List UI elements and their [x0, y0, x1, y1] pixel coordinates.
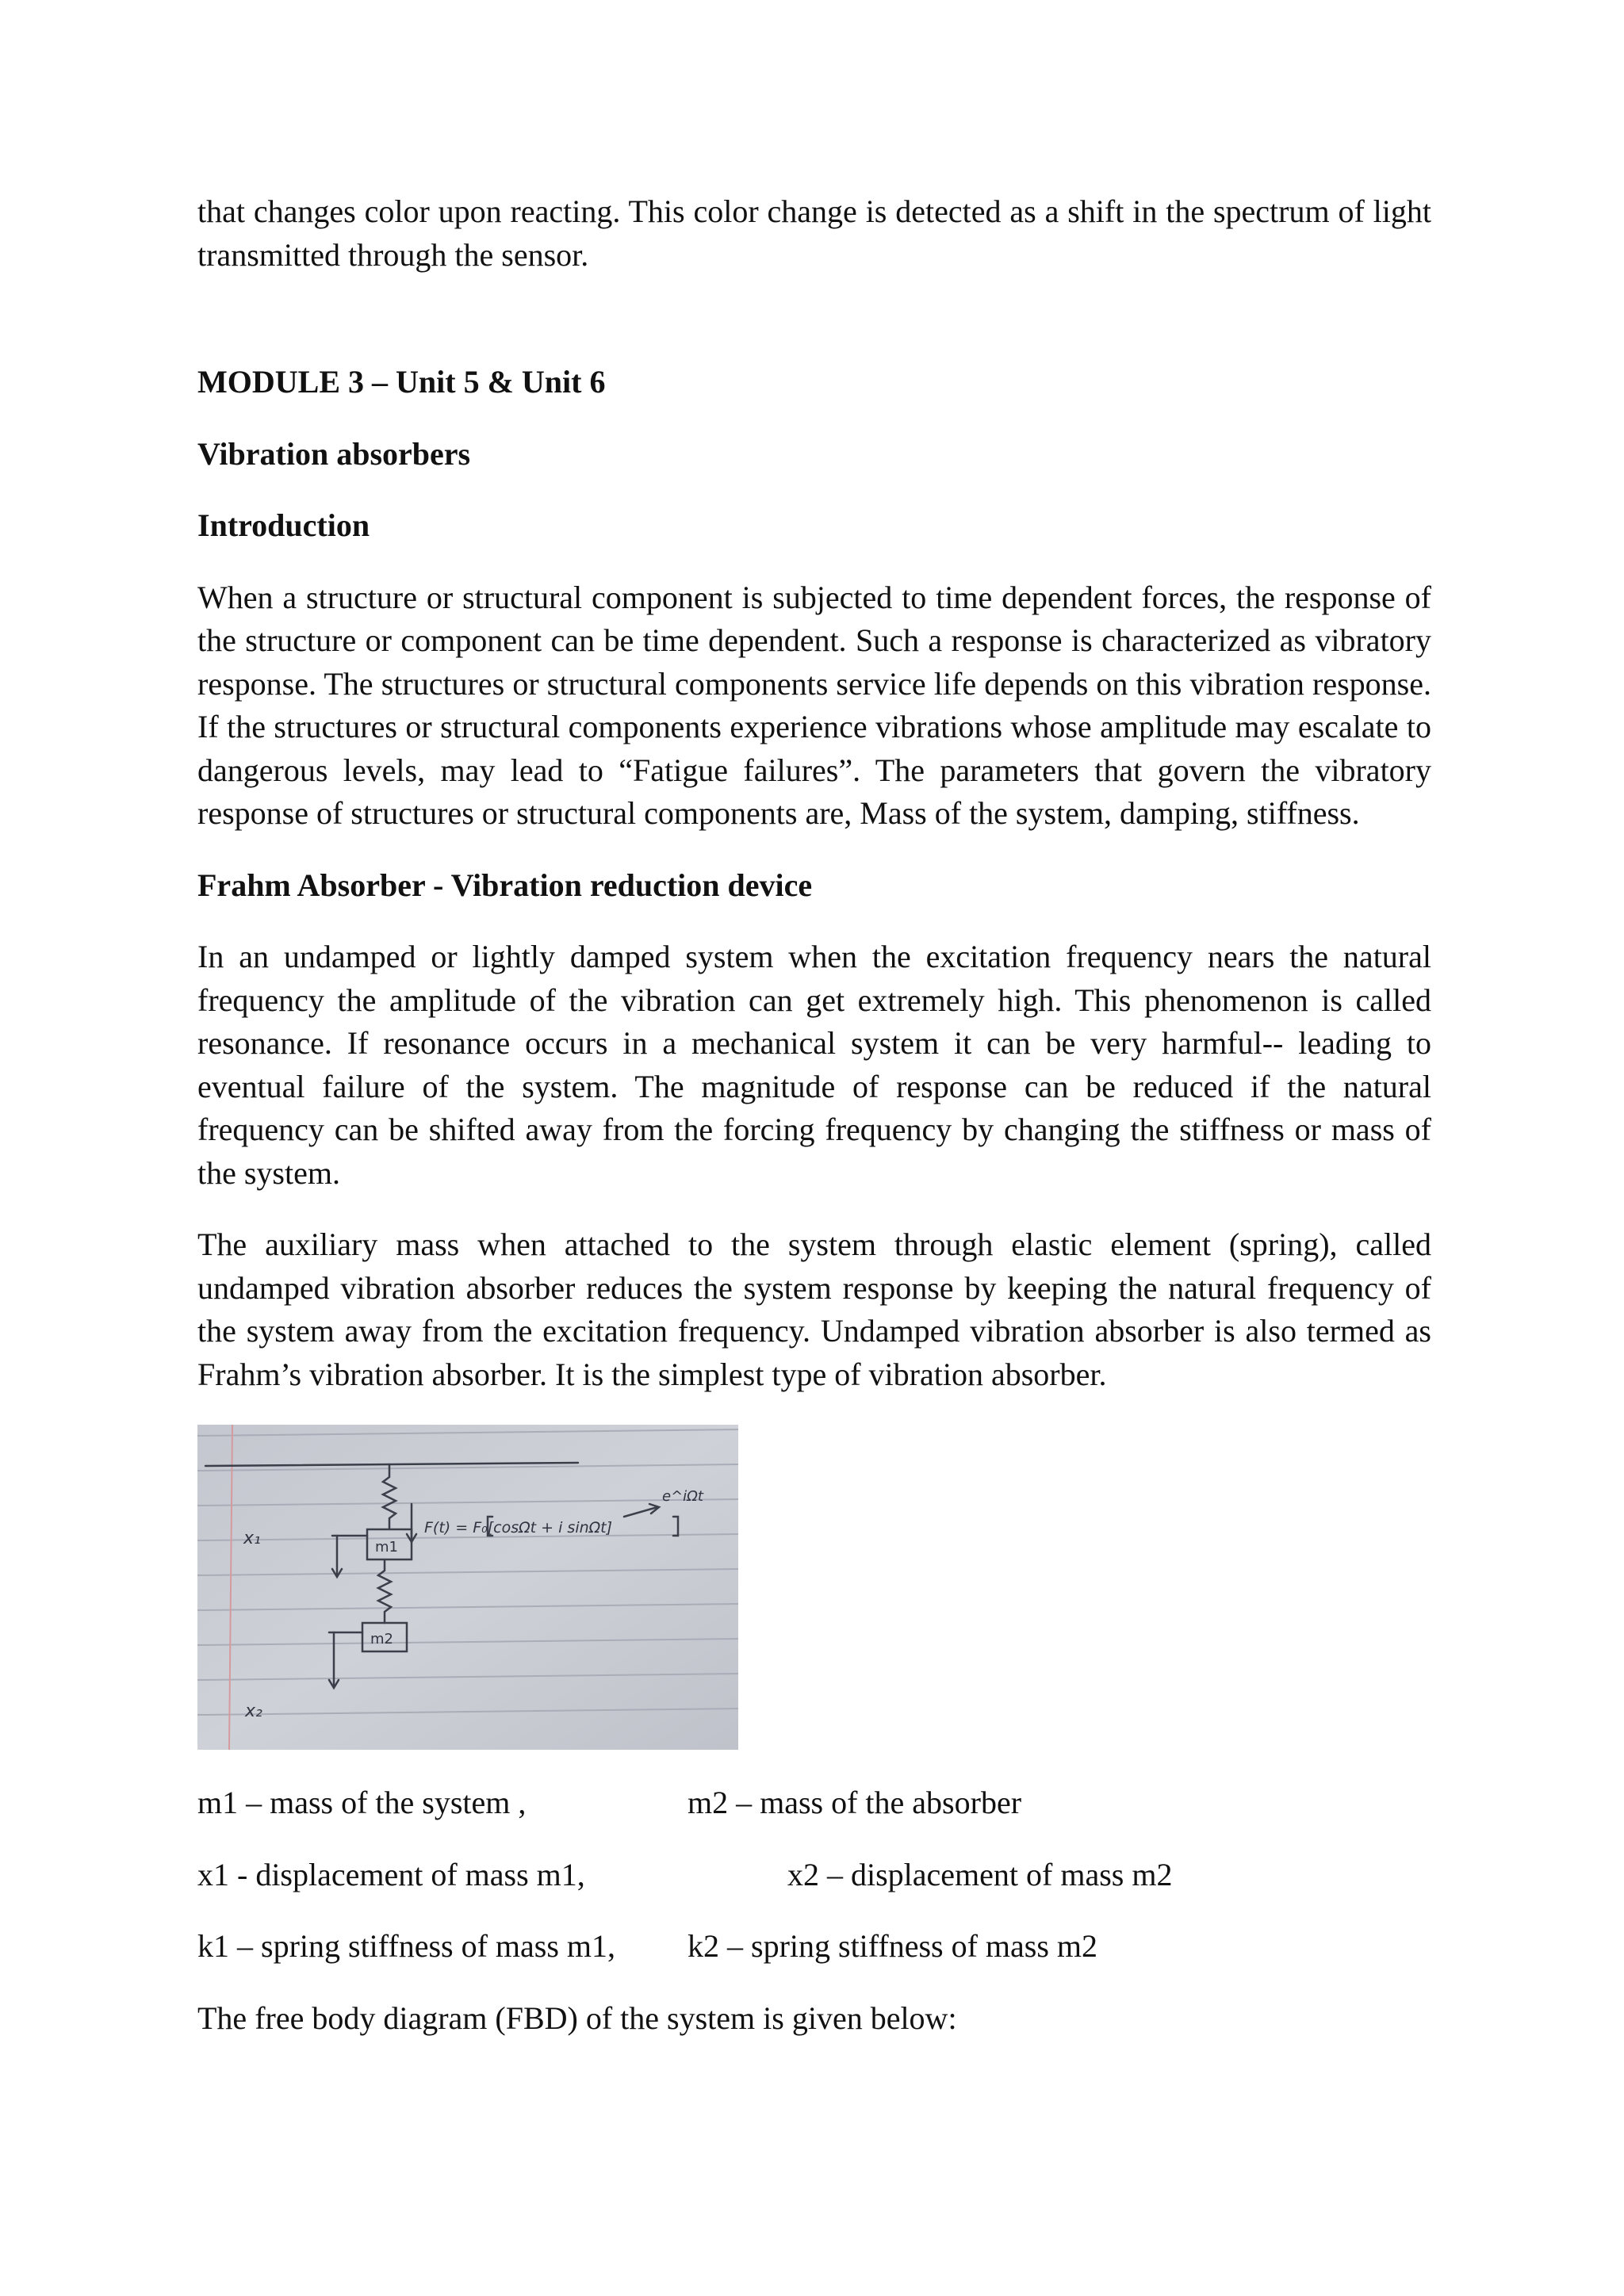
frahm-paragraph-1: In an undamped or lightly damped system when the excitation frequency nears the natural frequency the amplitude of the vibration can get extremely high. This phenomenon is called resonance. If resonance occurs in a mechanical system it can be very harmful-- leading to eventual failure of the system. The magnitude of response can be reduced if the natural frequency can be shifted away from the forcing frequency by changing the stiffness or mass of the system.	[197, 939, 1431, 1191]
definition-row-displacement	[197, 1854, 1431, 1897]
definition-row-mass	[197, 1781, 1431, 1825]
absorber-sketch	[197, 1425, 738, 1750]
notebook-paper	[197, 1425, 738, 1750]
mass-m2-label: m2	[370, 1631, 393, 1647]
definition-k2: k2 – spring stiffness of mass m2	[688, 1928, 1098, 1964]
frahm-absorber-heading: Frahm Absorber - Vibration reduction device	[197, 867, 813, 903]
introduction-paragraph: When a structure or structural component is subjected to time dependent forces, the response of the structure or component can be time dependent. Such a response is characterized as vibratory response. The structures or structural components service life depends on this vibration response. If the structures or structural components experience vibrations whose amplitude may escalate to dangerous levels, may lead to “Fatigue failures”. The parameters that govern the vibratory response of structures or structural components are, Mass of the system, damping, stiffness.	[197, 579, 1431, 831]
frahm-paragraph-2: The auxiliary mass when attached to the system through elastic element (spring), called undamped vibration absorber reduces the system response by keeping the natural frequency of the system away from the excitation frequency. Undamped vibration absorber is also termed as Frahm’s vibration absorber. It is the simplest type of vibration absorber.	[197, 1226, 1431, 1392]
page-content	[197, 190, 1431, 2040]
definition-x2: x2 – displacement of mass m2	[787, 1856, 1173, 1892]
module-heading: MODULE 3 – Unit 5 & Unit 6	[197, 364, 606, 400]
absorber-sketch-photo	[197, 1425, 738, 1750]
definition-x1: x1 - displacement of mass m1,	[197, 1856, 585, 1892]
force-expression: F(t) = F₀[cosΩt + i sinΩt]	[424, 1519, 613, 1536]
definition-row-stiffness	[197, 1925, 1431, 1969]
mass-m1-label: m1	[375, 1539, 398, 1556]
definition-m2: m2 – mass of the absorber	[688, 1785, 1022, 1820]
definition-k1: k1 – spring stiffness of mass m1,	[197, 1928, 616, 1964]
x2-label: x₂	[245, 1701, 262, 1721]
fbd-intro-sentence: The free body diagram (FBD) of the system is given below:	[197, 1999, 957, 2036]
intro-continuation-paragraph: that changes color upon reacting. This color change is detected as a shift in the spectrum of light transmitted through the sensor.	[197, 193, 1431, 273]
section-title: Vibration absorbers	[197, 435, 471, 472]
introduction-heading: Introduction	[197, 507, 370, 543]
exponent-expression: e^iΩt	[662, 1488, 703, 1505]
x1-label: x₁	[243, 1529, 261, 1548]
definition-m1: m1 – mass of the system ,	[197, 1785, 527, 1820]
